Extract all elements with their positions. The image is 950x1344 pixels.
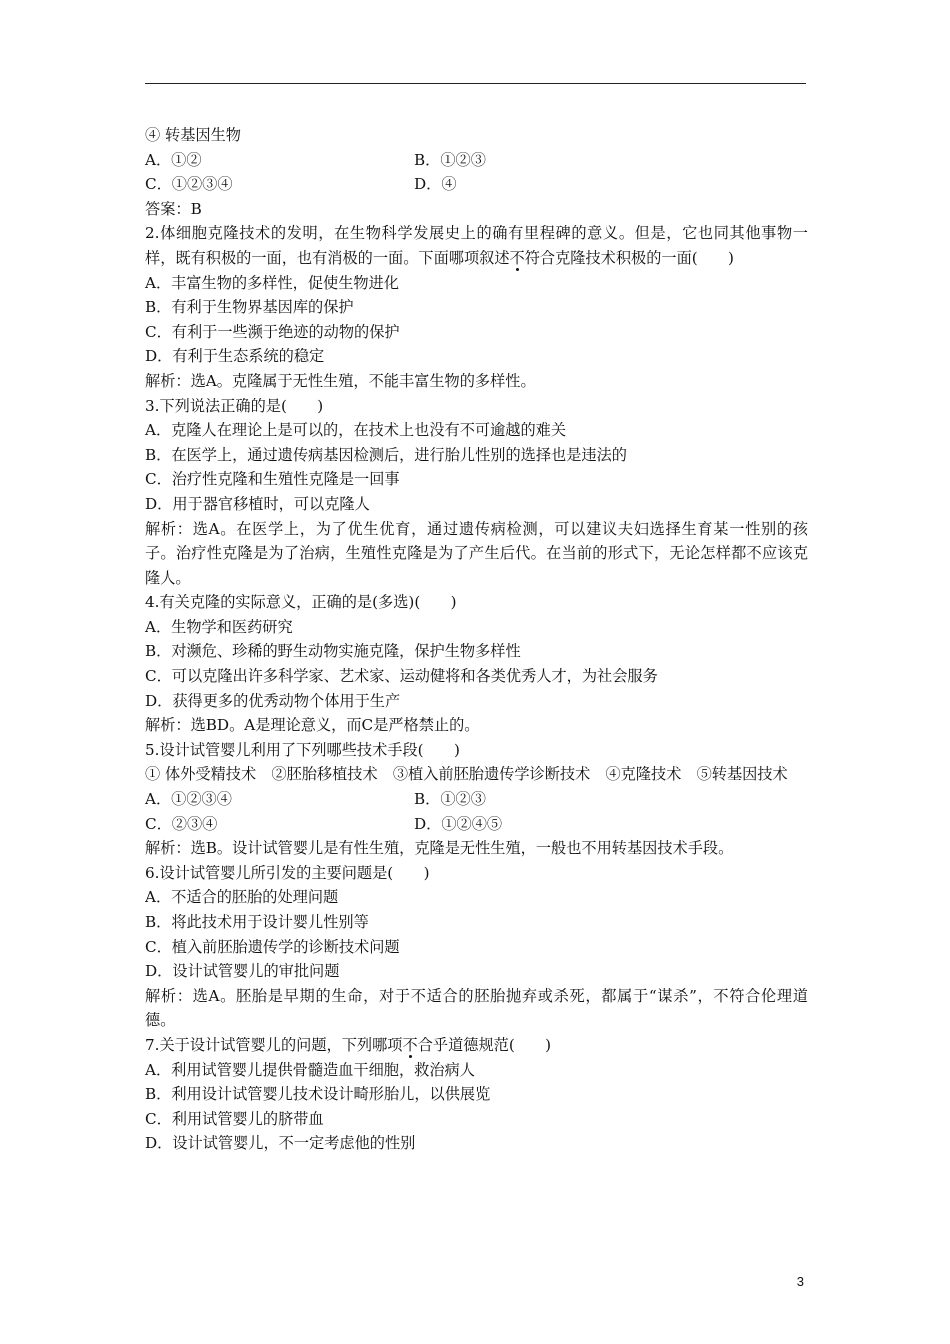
q3-option-b: B．在医学上，通过遗传病基因检测后，进行胎儿性别的选择也是违法的 bbox=[145, 445, 627, 464]
q2-option-d: D．有利于生态系统的稳定 bbox=[145, 347, 325, 366]
q1-option-d: D．④ bbox=[414, 175, 457, 194]
q4-option-b: B．对濒危、珍稀的野生动物实施克隆，保护生物多样性 bbox=[145, 642, 521, 661]
q5-options-row2 bbox=[145, 812, 808, 837]
q1-option-c: C．①②③④ bbox=[145, 175, 233, 194]
q1-item4: ④ 转基因生物 bbox=[145, 126, 241, 144]
q7-stem bbox=[145, 1033, 808, 1058]
q4-option-d: D．获得更多的优秀动物个体用于生产 bbox=[145, 691, 401, 710]
q4-stem: 4.有关克隆的实际意义，正确的是(多选)( ) bbox=[145, 593, 457, 612]
q5-option-c: C．②③④ bbox=[145, 814, 218, 833]
q6-analysis: 解析：选A。胚胎是早期的生命，对于不适合的胚胎抛弃或杀死，都属于“谋杀”，不符合伦理道德。 bbox=[145, 986, 808, 1030]
q3-analysis: 解析：选A。在医学上，为了优生优育，通过遗传病检测，可以建议夫妇选择生育某一性别的孩子。治疗性克隆是为了治病，生殖性克隆是为了产生后代。在当前的形式下，无论怎样都不应该克隆人。 bbox=[145, 519, 808, 587]
q3-option-c: C．治疗性克隆和生殖性克隆是一回事 bbox=[145, 470, 400, 489]
q3-stem: 3.下列说法正确的是( ) bbox=[145, 396, 324, 415]
q1-option-b: B．①②③ bbox=[414, 150, 486, 169]
q2-stem bbox=[145, 221, 808, 270]
q3-option-d: D．用于器官移植时，可以克隆人 bbox=[145, 494, 370, 513]
q7-stem-emphasis: 不 bbox=[402, 1035, 418, 1054]
q5-option-b: B．①②③ bbox=[414, 790, 486, 809]
q2-option-b: B．有利于生物界基因库的保护 bbox=[145, 298, 354, 317]
q4-option-c: C．可以克隆出许多科学家、艺术家、运动健将和各类优秀人才，为社会服务 bbox=[145, 667, 658, 686]
q2-option-c: C．有利于一些濒于绝迹的动物的保护 bbox=[145, 322, 400, 341]
q6-option-b: B．将此技术用于设计婴儿性别等 bbox=[145, 913, 369, 931]
q5-analysis: 解析：选B。设计试管婴儿是有性生殖，克隆是无性生殖，一般也不用转基因技术手段。 bbox=[145, 839, 734, 858]
q7-option-d: D．设计试管婴儿，不一定考虑他的性别 bbox=[145, 1134, 416, 1153]
page-number: 3 bbox=[796, 1274, 804, 1289]
q1-option-a: A．①② bbox=[145, 150, 202, 169]
q1-answer: 答案：B bbox=[145, 199, 202, 218]
q2-option-a: A．丰富生物的多样性，促使生物进化 bbox=[145, 273, 399, 292]
q4-analysis: 解析：选BD。A是理论意义，而C是严格禁止的。 bbox=[145, 716, 480, 735]
q1-options-row2 bbox=[145, 172, 808, 197]
q6-option-c: C．植入前胚胎遗传学的诊断技术问题 bbox=[145, 937, 400, 956]
q2-stem-part2: 符合克隆技术积极的一面( ) bbox=[524, 248, 734, 267]
q7-option-c: C．利用试管婴儿的脐带血 bbox=[145, 1109, 324, 1128]
document-body bbox=[145, 123, 808, 1156]
q7-stem-part2: 合乎道德规范( ) bbox=[417, 1035, 552, 1054]
q6-stem: 6.设计试管婴儿所引发的主要问题是( ) bbox=[145, 863, 430, 882]
q2-analysis: 解析：选A。克隆属于无性生殖，不能丰富生物的多样性。 bbox=[145, 371, 536, 390]
q5-stem: 5.设计试管婴儿利用了下列哪些技术手段( ) bbox=[145, 740, 460, 759]
q2-stem-emphasis: 不 bbox=[509, 248, 525, 267]
q7-option-b: B．利用设计试管婴儿技术设计畸形胎儿，以供展览 bbox=[145, 1085, 491, 1104]
q5-options-row1 bbox=[145, 787, 808, 812]
q7-option-a: A．利用试管婴儿提供骨髓造血干细胞，救治病人 bbox=[145, 1060, 475, 1079]
q5-option-a: A．①②③④ bbox=[145, 790, 232, 809]
q7-stem-part1: 7.关于设计试管婴儿的问题，下列哪项 bbox=[145, 1035, 403, 1054]
q2-stem-part1: 2.体细胞克隆技术的发明，在生物科学发展史上的确有里程碑的意义。但是，它也同其他事物一样，既有积极的一面，也有消极的一面。下面哪项叙述 bbox=[145, 224, 808, 267]
q5-option-d: D．①②④⑤ bbox=[414, 814, 503, 833]
q1-options-row1 bbox=[145, 148, 808, 173]
q4-option-a: A．生物学和医药研究 bbox=[145, 617, 293, 636]
q5-items: ① 体外受精技术 ②胚胎移植技术 ③植入前胚胎遗传学诊断技术 ④克隆技术 ⑤转基因技术 bbox=[145, 765, 788, 784]
header-rule bbox=[145, 83, 806, 84]
q6-option-d: D．设计试管婴儿的审批问题 bbox=[145, 962, 340, 981]
q6-option-a: A．不适合的胚胎的处理问题 bbox=[145, 888, 339, 907]
q3-option-a: A．克隆人在理论上是可以的，在技术上也没有不可逾越的难关 bbox=[145, 421, 567, 440]
